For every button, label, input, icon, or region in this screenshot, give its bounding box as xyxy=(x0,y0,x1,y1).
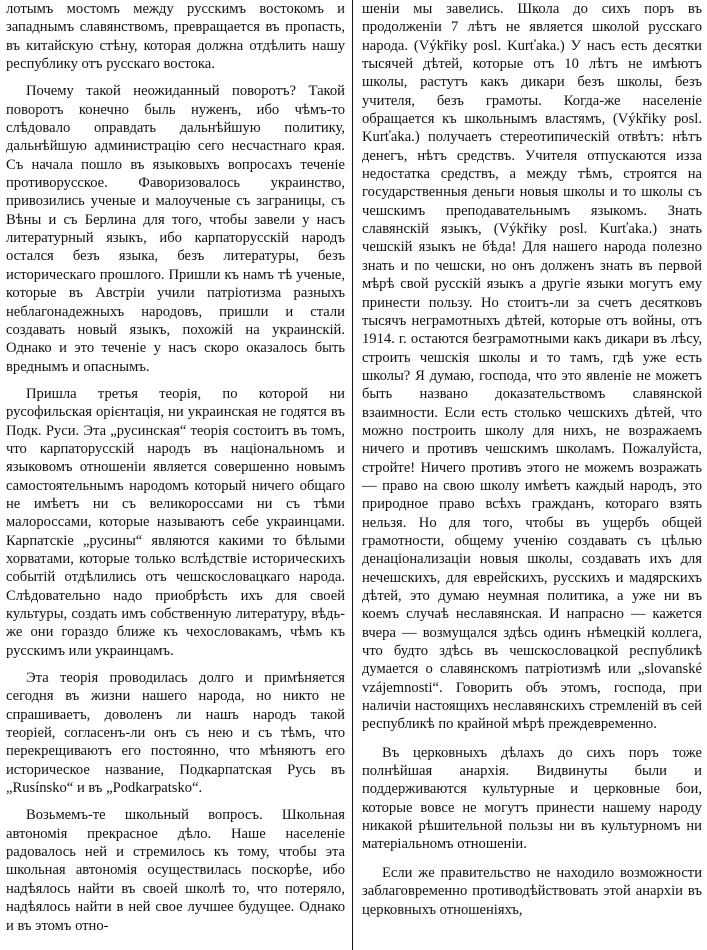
paragraph: Эта теорія проводилась долго и примѣняется сегодня въ жизни нашего народа, но никто не спрашиваетъ, доволенъ ли нашъ народъ такой теоріей, согласенъ-ли онъ съ нею и съ тѣмъ, что перекрещиваютъ его постоянно, что мѣняютъ его историческое название, Подкарпатская Русь въ „Rusínsko“ и въ „Podkarpatsko“. xyxy=(6,670,345,797)
paragraph: лотымъ мостомъ между русскимъ востокомъ и западнымъ славянствомъ, превращается въ пропасть, въ китайскую стѣну, которая должна отдѣлить нашу республику отъ русскаго востока. xyxy=(6,1,345,73)
right-column xyxy=(362,0,702,950)
paragraph: Почему такой неожиданный поворотъ? Такой поворотъ конечно быль нуженъ, ибо чѣмъ-то слѣдовало оправдать дальнѣйшую политику, дальнѣйшую администрацію сего несчастнаго края. Съ начала пошло въ языковыхъ вопросахъ теченіе противорусское. Фаворизовалось украинство, привозились ученые и малоученые съ заграницы, съ Вѣны и съ Берлина для того, чтобы завели у насъ литературный языкъ, ибо карпаторусскій народъ остался безъ языка, безъ литературы, безъ историческаго прошлого. Пришли къ намъ тѣ ученые, которые въ Австріи учили патріотизма разныхъ неблагонадежныхъ народовъ, пришли и стали создавать новый языкъ, похожій на украинскій. Однако и это теченіе у насъ скоро оказалось быть вреднымъ и опаснымъ. xyxy=(6,83,345,375)
paragraph: шеніи мы завелись. Школа до сихъ поръ въ продолженіи 7 лѣтъ не является школой русскаго народа. (Výkřiky posl. Kurťaka.) У насъ есть десятки тысячей дѣтей, которые отъ 10 лѣтъ не имѣютъ школы, растутъ какъ дикари безъ школы, безъ учителя, безъ грамоты. Когда-же населеніе обращается къ школьнымъ властямъ, (Výkřiky posl. Kurťaka.) получаетъ стереотипическій отвѣтъ: нѣтъ денегъ, нѣтъ средствъ. Учителя отпускаются изза недостатка средствъ, а между тѣмъ, строятся на государственныя деньги новыя школы и то школы съ чешскимъ преподавательнымъ языкомъ. Знать славянскій языкъ, (Výkřiky posl. Kurťaka.) знать чешскій языкъ не бѣда! Для нашего народа полезно знать и по чешски, но онъ долженъ знать въ первой мѣрѣ свой русскій языкъ а другіе языки могутъ ему принести пользу. Но стоитъ-ли за счетъ десятковъ тысячъ неграмотныхъ дѣтей, которые отъ войны, отъ 1914. г. остаются безграмотными какъ дикари въ лѣсу, строить чешскія школы и то тамъ, гдѣ уже есть школы? Я думаю, господа, что это явленіе не можетъ быть названо доказательствомъ славянской взаимности. Если есть столько чешскихъ дѣтей, что можно построить школу для нихъ, не возражаемъ ничего и противъ чешскимъ школамъ. Пожалуйста, стройте! Ничего противъ этого не можемъ возражать — право на свою школу имѣетъ каждый народъ, это природное право всѣхъ гражданъ, котораго взять нельзя. Но для того, чтобы въ ущербъ общей грамотности, общему ученію создавать съ цѣлью денаціонализаціи новыя школы, создавать ихъ для нечешскихъ, для еврейскихъ, русскихъ и мадярскихъ дѣтей, это думаю неумная политика, а уже ни въ коемъ случаѣ неславянская. И напрасно — кажется вчера — возмущался здѣсь одинъ нѣмецкій коллега, что будто здѣсь въ чешскословацкой республикѣ думается о славянскомъ патріотизмѣ или „slovanské vzájemnosti“. Говорить объ этомъ, господа, при наличіи настоящихъ неславянскихъ стремленій въ сей республикѣ по крайной мѣрѣ преждевременно. xyxy=(362,1,702,733)
column-divider xyxy=(352,0,353,950)
paragraph: Въ церковныхъ дѣлахъ до сихъ поръ тоже полнѣйшая анархія. Видвинуты были и поддерживаются культурные и церковные бои, которые вовсе не могутъ принести нашему народу никакой рѣшительной пользы ни въ культурномъ ни матеріальномъ отношеніи. xyxy=(362,744,702,853)
left-column xyxy=(6,0,345,950)
paragraph: Пришла третья теорія, по которой ни русофильская орієнтація, ни украинская не годятся въ Подк. Руси. Эта „русинская“ теорія состоитъ въ томъ, что карпаторусскій народъ въ національномъ и языковомъ отношеніи является совершенно новымъ самостоятельнымъ народомъ который ничего общаго не имѣетъ ни съ великороссами ни съ тѣми малороссами, которые называютъ себе украинцами. Карпатскіе „русины“ являются какими то бѣлыми хорватами, которые только вслѣдствіе историческихъ событій отдѣлились отъ чешскословацкаго народа. Слѣдовательно надо приобрѣсть ихъ для своей культуры, создать имъ собственную литературу, вѣдь-же они гораздо ближе къ чехословакамъ, чѣмъ къ русскимъ или украинцамъ. xyxy=(6,385,345,659)
paragraph: Возьмемъ-те школьный вопросъ. Школьная автономія прекрасное дѣло. Наше населеніе радовалось ней и стремилось къ тому, чтобы эта школьная автономія осуществилась поскорѣе, ибо надѣялось найти въ своей школѣ то, что потеряло, надѣялось найти в ней свое лучшее будущее. Однако и въ этомъ отно- xyxy=(6,807,345,934)
paragraph: Если же правительство не находило возможности заблаговременно противодѣйствовать этой анархіи въ церковныхъ отношеніяхъ, xyxy=(362,864,702,918)
